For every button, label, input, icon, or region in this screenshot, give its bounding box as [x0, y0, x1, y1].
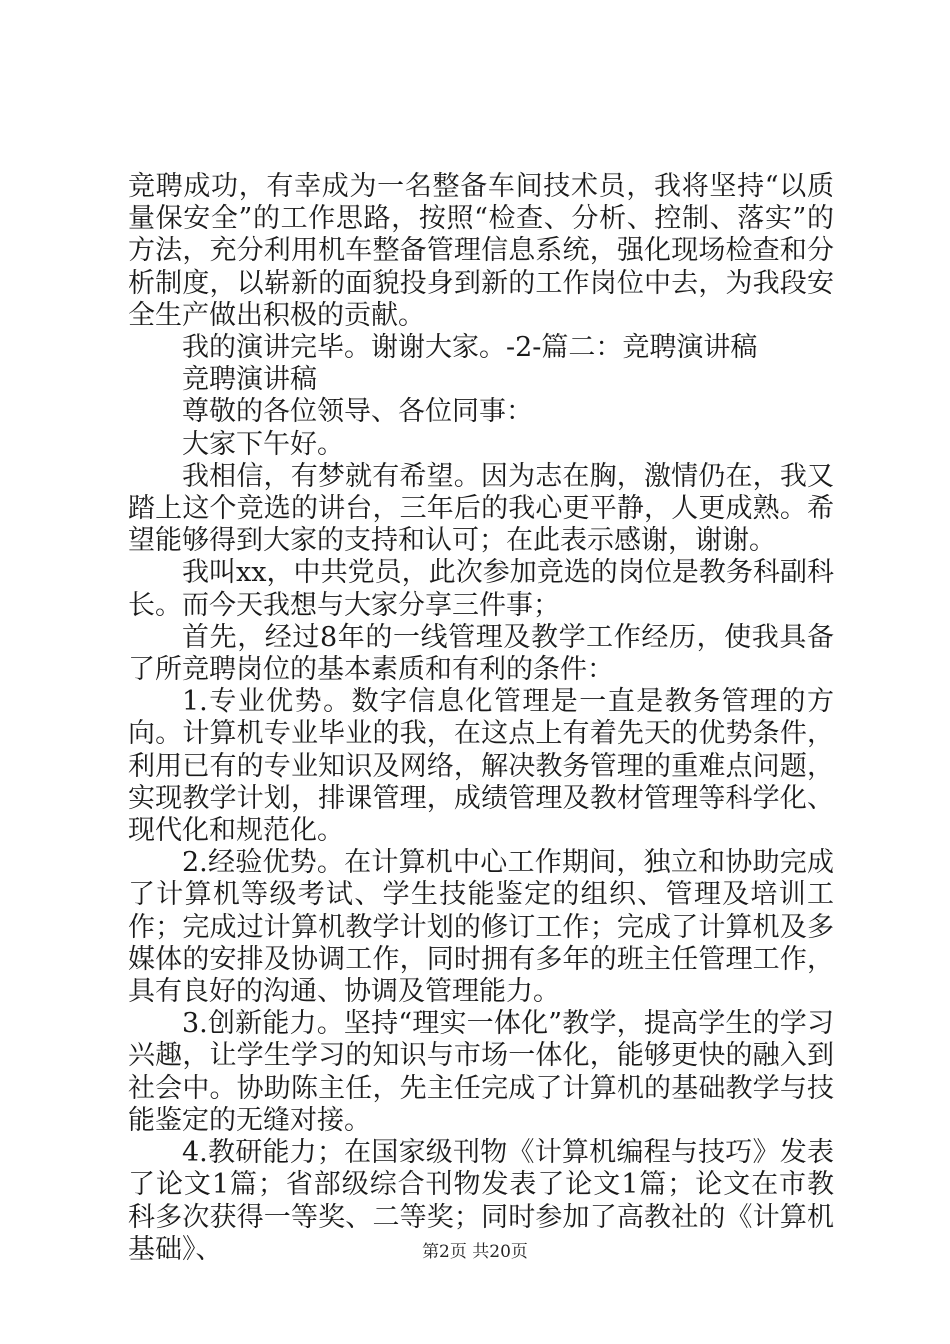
paragraph-first-point: 首先，经过8年的一线管理及教学工作经历，使我具备了所竞聘岗位的基本素质和有利的条件：: [128, 621, 834, 686]
paragraph-continuation: 竞聘成功，有幸成为一名整备车间技术员，我将坚持“以质量保安全”的工作思路，按照“检查、分析、控制、落实”的方法，充分利用机车整备管理信息系统，强化现场检查和分析制度，以崭新的面貌投身到新的工作岗位中去，为我段安全生产做出积极的贡献。: [128, 171, 834, 331]
paragraph-closing: 我的演讲完毕。谢谢大家。-2-篇二：竞聘演讲稿: [182, 332, 758, 364]
document-body: [128, 171, 834, 1266]
paragraph-heading: 竞聘演讲稿: [182, 364, 317, 396]
paragraph-item-2: 2.经验优势。在计算机中心工作期间，独立和协助完成了计算机等级考试、学生技能鉴定的组织、管理及培训工作；完成过计算机教学计划的修订工作；完成了计算机及多媒体的安排及协调工作，同时拥有多年的班主任管理工作，具有良好的沟通、协调及管理能力。: [128, 847, 834, 1008]
paragraph-item-1: 1.专业优势。数字信息化管理是一直是教务管理的方向。计算机专业毕业的我，在这点上有着先天的优势条件，利用已有的专业知识及网络，解决教务管理的重难点问题，实现教学计划，排课管理，成绩管理及教材管理等科学化、现代化和规范化。: [128, 686, 834, 847]
paragraph-greeting: 大家下午好。: [182, 428, 344, 460]
paragraph-item-3: 3.创新能力。坚持“理实一体化”教学，提高学生的学习兴趣，让学生学习的知识与市场一体化，能够更快的融入到社会中。协助陈主任，先主任完成了计算机的基础教学与技能鉴定的无缝对接。: [128, 1008, 834, 1136]
paragraph-salutation: 尊敬的各位领导、各位同事：: [182, 396, 533, 428]
paragraph-self-introduction: 我叫xx，中共党员，此次参加竞选的岗位是教务科副科长。而今天我想与大家分享三件事；: [128, 557, 834, 621]
paragraph-item-4: 4.教研能力；在国家级刊物《计算机编程与技巧》发表了论文1篇；省部级综合刊物发表了论文1篇；论文在市教科多次获得一等奖、二等奖；同时参加了高教社的《计算机基础》、: [128, 1137, 834, 1265]
paragraph-intro: 我相信，有梦就有希望。因为志在胸，激情仍在，我又踏上这个竞选的讲台，三年后的我心更平静，人更成熟。希望能够得到大家的支持和认可；在此表示感谢，谢谢。: [128, 460, 834, 557]
page-footer: 第2页 共20页: [422, 1242, 528, 1262]
